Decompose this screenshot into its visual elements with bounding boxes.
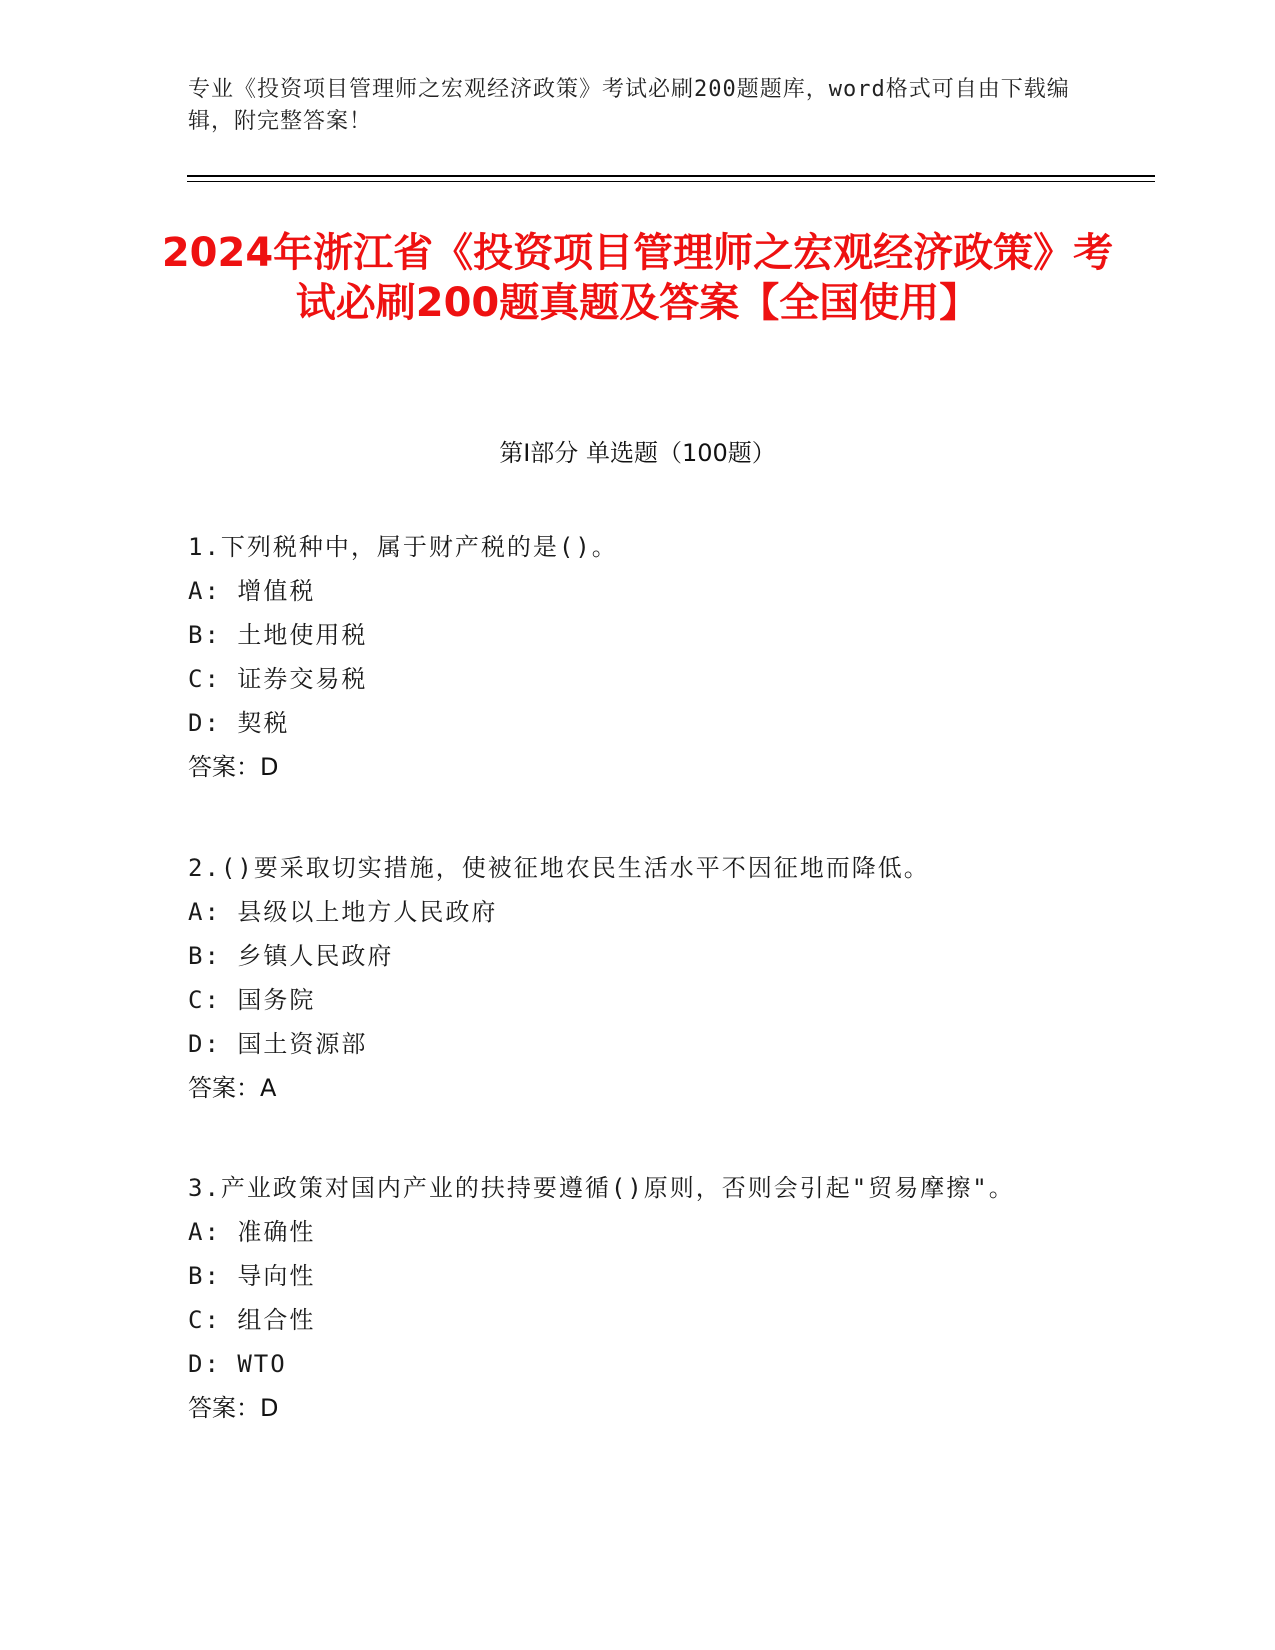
option-b: B: 乡镇人民政府	[188, 942, 394, 970]
option-c: C: 国务院	[188, 986, 316, 1014]
option-c: C: 组合性	[188, 1306, 316, 1334]
header-divider-thin	[187, 181, 1155, 182]
question-stem: 3.产业政策对国内产业的扶持要遵循()原则，否则会引起"贸易摩擦"。	[188, 1174, 1015, 1202]
option-b: B: 导向性	[188, 1262, 316, 1290]
option-a: A: 县级以上地方人民政府	[188, 898, 498, 926]
option-c: C: 证券交易税	[188, 665, 368, 693]
question-block	[188, 1166, 1088, 1430]
answer-label: 答案：D	[188, 753, 279, 781]
section-title: 第I部分 单选题（100题）	[499, 439, 776, 467]
option-d: D: WTO	[188, 1350, 287, 1378]
header-note: 专业《投资项目管理师之宏观经济政策》考试必刷200题题库，word格式可自由下载编辑，附完整答案！	[188, 77, 1070, 134]
option-b: B: 土地使用税	[188, 621, 368, 649]
document-title: 2024年浙江省《投资项目管理师之宏观经济政策》考试必刷200题真题及答案【全国使用】	[161, 230, 1114, 326]
question-block	[188, 525, 1088, 789]
option-a: A: 增值税	[188, 577, 316, 605]
option-a: A: 准确性	[188, 1218, 316, 1246]
question-stem: 2.()要采取切实措施，使被征地农民生活水平不因征地而降低。	[188, 854, 930, 882]
answer-label: 答案：D	[188, 1394, 279, 1422]
option-d: D: 国土资源部	[188, 1030, 368, 1058]
header-divider-thick	[187, 175, 1155, 177]
option-d: D: 契税	[188, 709, 290, 737]
question-block	[188, 846, 1088, 1110]
answer-label: 答案：A	[188, 1074, 277, 1102]
question-stem: 1.下列税种中，属于财产税的是()。	[188, 533, 618, 561]
